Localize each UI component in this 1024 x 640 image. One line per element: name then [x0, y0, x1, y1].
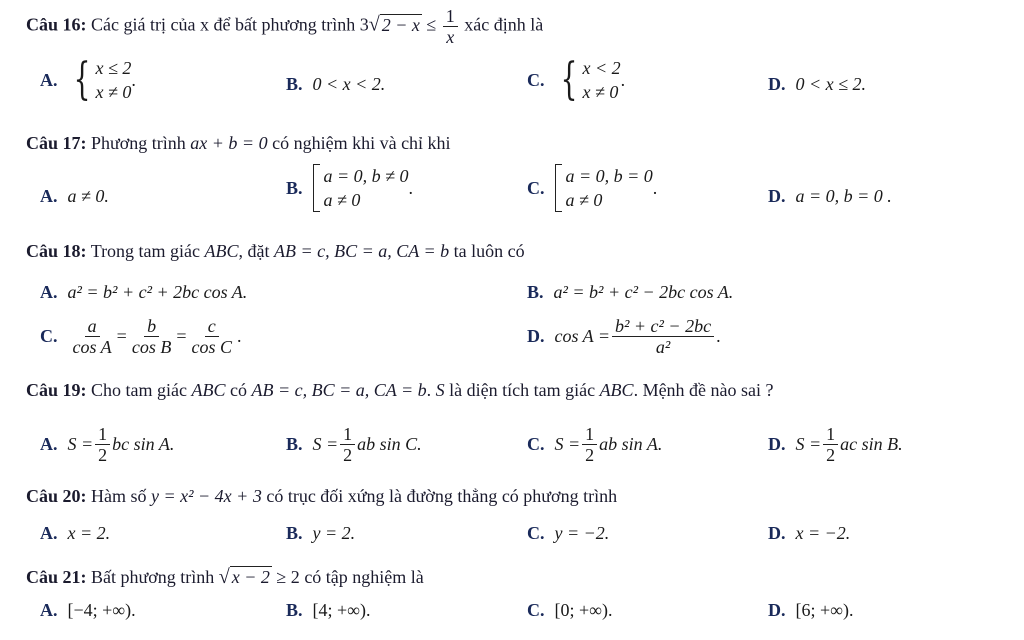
q18-option-c[interactable]: C. $\frac{a}{\text{cos A}}$ = $\frac{b}{\text{cos B}}$ = $\frac{c}{\text{cos C}}$ . [40, 316, 242, 357]
q16-option-b[interactable]: B. 0 < x < 2. [286, 74, 386, 94]
q19-option-b[interactable]: B. S = $\frac{1}{2}$ ab sin C. [286, 424, 422, 465]
question-16-text-end: xác định là [464, 14, 544, 35]
question-16-label: Câu 16: [26, 14, 87, 35]
q20-option-c[interactable]: C. y = −2. [527, 523, 610, 543]
q16-coef: 3 [359, 14, 369, 35]
q21-option-a[interactable]: A. [−4; +∞). [40, 600, 136, 620]
q20-option-b[interactable]: B. y = 2. [286, 523, 356, 543]
question-20-title: Câu 20: Hàm số y = x² − 4x + 3 có trục đối xứng là đường thẳng có phương trình [26, 486, 618, 506]
q16-option-a[interactable]: A. { x ≤ 2 x ≠ 0 . [40, 54, 136, 105]
q17-option-b[interactable]: B. a = 0, b ≠ 0 a ≠ 0 . [286, 166, 414, 210]
question-17-title: Câu 17: Phương trình ax + b = 0 có nghiệm khi và chỉ khi [26, 133, 451, 153]
q18-option-b[interactable]: B. a² = b² + c² − 2bc cos A. [527, 282, 734, 302]
q16-option-c[interactable]: C. { x < 2 x ≠ 0 . [527, 54, 626, 105]
q16-fraction: $\frac{1}{x}$ [443, 6, 458, 47]
question-18-title: Câu 18: Trong tam giác ABC, đặt AB = c, BC = a, CA = b ta luôn có [26, 241, 525, 261]
q16-option-d[interactable]: D. 0 < x ≤ 2. [768, 74, 867, 94]
q17-equation: ax + b = 0 [190, 133, 268, 153]
question-21-title: Câu 21: Bất phương trình √ x − 2 ≥ 2 có tập nghiệm là [26, 566, 424, 588]
q21-option-c[interactable]: C. [0; +∞). [527, 600, 613, 620]
question-19-title: Câu 19: Cho tam giác ABC có AB = c, BC = a, CA = b. S là diện tích tam giác ABC. Mệnh đề nào sai ? [26, 380, 774, 400]
q20-option-a[interactable]: A. x = 2. [40, 523, 111, 543]
q21-option-d[interactable]: D. [6; +∞). [768, 600, 854, 620]
q18-option-d[interactable]: D. cos A = $\frac{\text{b² + c² − 2bc}}{\text{a²}}$ . [527, 316, 721, 357]
q17-option-a[interactable]: A. a ≠ 0. [40, 186, 109, 206]
q21-option-b[interactable]: B. [4; +∞). [286, 600, 371, 620]
q19-option-d[interactable]: D. S = $\frac{1}{2}$ ac sin B. [768, 424, 903, 465]
q16-radicand: 2 − x [381, 14, 420, 35]
q17-option-c[interactable]: C. a = 0, b = 0 a ≠ 0 . [527, 166, 658, 210]
q16-le: ≤ [426, 14, 437, 35]
question-16-text: Các giá trị của x để bất phương trình [91, 14, 356, 35]
question-16-title: Câu 16: Các giá trị của x để bất phương trình 3√ 2 − x ≤ $\frac{1}{x}$ xác định là [26, 6, 544, 47]
q19-option-c[interactable]: C. S = $\frac{1}{2}$ ab sin A. [527, 424, 663, 465]
q20-option-d[interactable]: D. x = −2. [768, 523, 851, 543]
q19-option-a[interactable]: A. S = $\frac{1}{2}$ bc sin A. [40, 424, 175, 465]
q18-option-a[interactable]: A. a² = b² + c² + 2bc cos A. [40, 282, 248, 302]
q17-option-d[interactable]: D. a = 0, b = 0 . [768, 186, 892, 206]
